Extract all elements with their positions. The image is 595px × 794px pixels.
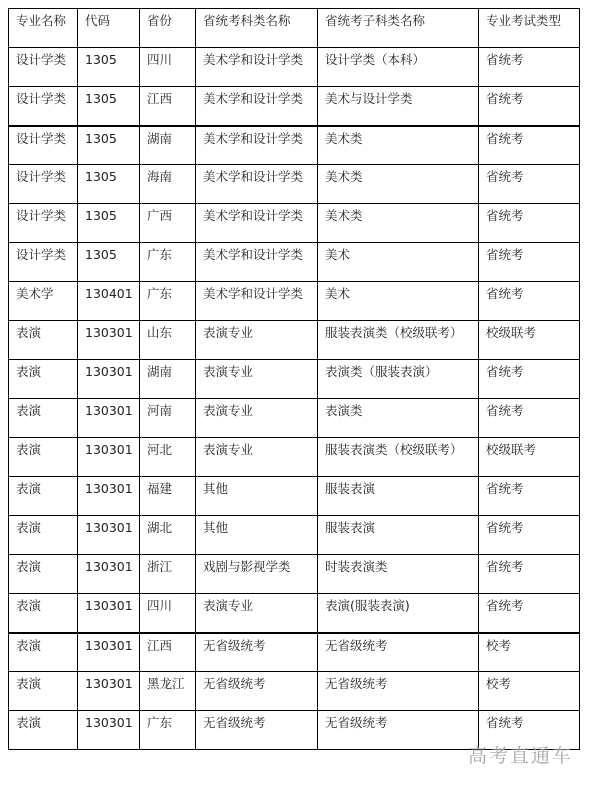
cell-major-name: 表演	[9, 321, 78, 360]
cell-exam-category: 无省级统考	[196, 633, 318, 672]
cell-exam-subcategory: 美术类	[318, 126, 479, 165]
cell-exam-subcategory: 服装表演	[318, 477, 479, 516]
cell-exam-category: 美术学和设计学类	[196, 204, 318, 243]
cell-province: 江西	[140, 633, 196, 672]
cell-exam-category: 表演专业	[196, 594, 318, 633]
cell-exam-category: 美术学和设计学类	[196, 243, 318, 282]
table-row	[9, 477, 580, 516]
cell-exam-category: 表演专业	[196, 321, 318, 360]
cell-exam-subcategory: 美术类	[318, 165, 479, 204]
cell-exam-type: 省统考	[479, 204, 580, 243]
cell-exam-subcategory: 设计学类（本科）	[318, 48, 479, 87]
cell-exam-category: 美术学和设计学类	[196, 282, 318, 321]
cell-major-name: 表演	[9, 555, 78, 594]
cell-major-name: 设计学类	[9, 243, 78, 282]
cell-exam-category: 美术学和设计学类	[196, 87, 318, 126]
table-row	[9, 438, 580, 477]
cell-exam-category: 表演专业	[196, 438, 318, 477]
cell-code: 130301	[78, 672, 140, 711]
cell-code: 130301	[78, 321, 140, 360]
header-exam-type: 专业考试类型	[479, 9, 580, 48]
cell-code: 130301	[78, 360, 140, 399]
cell-exam-category: 无省级统考	[196, 672, 318, 711]
table-row	[9, 282, 580, 321]
cell-major-name: 表演	[9, 360, 78, 399]
cell-exam-type: 校考	[479, 672, 580, 711]
cell-exam-type: 省统考	[479, 516, 580, 555]
cell-code: 1305	[78, 87, 140, 126]
cell-code: 130401	[78, 282, 140, 321]
cell-major-name: 美术学	[9, 282, 78, 321]
cell-major-name: 表演	[9, 594, 78, 633]
table-row	[9, 165, 580, 204]
cell-exam-subcategory: 表演(服装表演)	[318, 594, 479, 633]
admission-table	[8, 8, 580, 750]
cell-province: 海南	[140, 165, 196, 204]
cell-exam-subcategory: 美术与设计学类	[318, 87, 479, 126]
cell-exam-subcategory: 无省级统考	[318, 633, 479, 672]
cell-major-name: 设计学类	[9, 126, 78, 165]
table-row	[9, 321, 580, 360]
cell-province: 广西	[140, 204, 196, 243]
cell-code: 130301	[78, 399, 140, 438]
table-row	[9, 48, 580, 87]
cell-province: 浙江	[140, 555, 196, 594]
cell-exam-type: 省统考	[479, 711, 580, 750]
cell-exam-category: 戏剧与影视学类	[196, 555, 318, 594]
cell-exam-subcategory: 服装表演	[318, 516, 479, 555]
cell-code: 130301	[78, 594, 140, 633]
header-code: 代码	[78, 9, 140, 48]
cell-exam-category: 美术学和设计学类	[196, 48, 318, 87]
cell-major-name: 设计学类	[9, 87, 78, 126]
cell-province: 广东	[140, 243, 196, 282]
cell-exam-category: 表演专业	[196, 360, 318, 399]
table-row	[9, 672, 580, 711]
cell-exam-category: 表演专业	[196, 399, 318, 438]
cell-province: 山东	[140, 321, 196, 360]
cell-major-name: 表演	[9, 672, 78, 711]
cell-exam-type: 省统考	[479, 399, 580, 438]
cell-exam-type: 省统考	[479, 477, 580, 516]
cell-exam-category: 美术学和设计学类	[196, 126, 318, 165]
cell-province: 四川	[140, 48, 196, 87]
header-major-name: 专业名称	[9, 9, 78, 48]
cell-exam-type: 省统考	[479, 48, 580, 87]
cell-major-name: 设计学类	[9, 165, 78, 204]
cell-exam-subcategory: 表演类（服装表演）	[318, 360, 479, 399]
cell-exam-type: 省统考	[479, 165, 580, 204]
cell-exam-type: 省统考	[479, 594, 580, 633]
cell-code: 1305	[78, 126, 140, 165]
table-row	[9, 243, 580, 282]
cell-exam-category: 其他	[196, 516, 318, 555]
cell-exam-subcategory: 表演类	[318, 399, 479, 438]
cell-exam-category: 无省级统考	[196, 711, 318, 750]
cell-province: 河北	[140, 438, 196, 477]
cell-province: 河南	[140, 399, 196, 438]
table-row	[9, 399, 580, 438]
cell-province: 湖北	[140, 516, 196, 555]
cell-exam-type: 省统考	[479, 360, 580, 399]
cell-major-name: 表演	[9, 711, 78, 750]
cell-exam-subcategory: 服装表演类（校级联考）	[318, 321, 479, 360]
table-row	[9, 633, 580, 672]
cell-exam-subcategory: 无省级统考	[318, 711, 479, 750]
cell-code: 130301	[78, 711, 140, 750]
cell-exam-type: 省统考	[479, 126, 580, 165]
cell-exam-type: 校级联考	[479, 438, 580, 477]
cell-major-name: 表演	[9, 438, 78, 477]
watermark-text: 高考直通车	[467, 745, 573, 767]
cell-province: 广东	[140, 282, 196, 321]
cell-code: 130301	[78, 633, 140, 672]
cell-exam-type: 省统考	[479, 555, 580, 594]
cell-exam-subcategory: 无省级统考	[318, 672, 479, 711]
table-row	[9, 87, 580, 126]
cell-exam-category: 其他	[196, 477, 318, 516]
cell-exam-subcategory: 服装表演类（校级联考）	[318, 438, 479, 477]
table-row	[9, 360, 580, 399]
cell-code: 1305	[78, 204, 140, 243]
table-row	[9, 555, 580, 594]
cell-major-name: 设计学类	[9, 48, 78, 87]
cell-exam-type: 省统考	[479, 87, 580, 126]
cell-code: 130301	[78, 438, 140, 477]
cell-province: 黑龙江	[140, 672, 196, 711]
header-province: 省份	[140, 9, 196, 48]
table-row	[9, 204, 580, 243]
table-row	[9, 126, 580, 165]
cell-province: 湖南	[140, 126, 196, 165]
cell-code: 1305	[78, 165, 140, 204]
cell-code: 130301	[78, 516, 140, 555]
cell-major-name: 表演	[9, 399, 78, 438]
table-row	[9, 516, 580, 555]
cell-exam-type: 校考	[479, 633, 580, 672]
cell-code: 130301	[78, 477, 140, 516]
cell-major-name: 表演	[9, 633, 78, 672]
cell-exam-subcategory: 时装表演类	[318, 555, 479, 594]
table-header-row	[9, 9, 580, 48]
cell-code: 130301	[78, 555, 140, 594]
header-exam-subcategory: 省统考子科类名称	[318, 9, 479, 48]
cell-code: 1305	[78, 48, 140, 87]
table-body	[9, 48, 580, 750]
cell-exam-type: 省统考	[479, 243, 580, 282]
header-exam-category: 省统考科类名称	[196, 9, 318, 48]
cell-province: 湖南	[140, 360, 196, 399]
cell-province: 江西	[140, 87, 196, 126]
cell-exam-category: 美术学和设计学类	[196, 165, 318, 204]
cell-major-name: 表演	[9, 477, 78, 516]
cell-exam-subcategory: 美术	[318, 243, 479, 282]
cell-code: 1305	[78, 243, 140, 282]
cell-exam-subcategory: 美术	[318, 282, 479, 321]
admission-table-sheet	[8, 8, 579, 750]
cell-province: 四川	[140, 594, 196, 633]
table-row	[9, 594, 580, 633]
cell-exam-type: 省统考	[479, 282, 580, 321]
cell-exam-subcategory: 美术类	[318, 204, 479, 243]
cell-exam-type: 校级联考	[479, 321, 580, 360]
cell-major-name: 表演	[9, 516, 78, 555]
cell-province: 广东	[140, 711, 196, 750]
cell-province: 福建	[140, 477, 196, 516]
cell-major-name: 设计学类	[9, 204, 78, 243]
